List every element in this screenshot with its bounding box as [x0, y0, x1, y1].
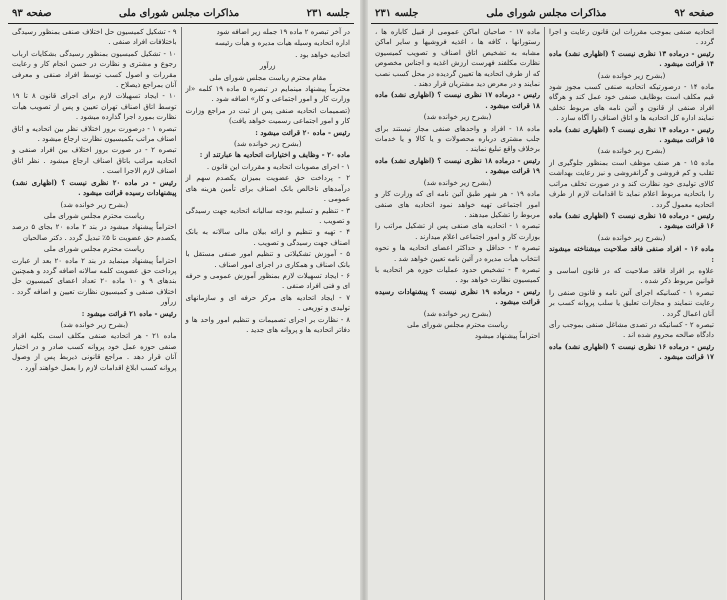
paragraph: تبصره ۲ - حداقل و حداکثر اعضای اتحادیه ها و نحوه انتخاب هیأت مدیره در آئین نامه تعیین خواهد شد .	[375, 243, 540, 263]
paragraph: ماده ۱۹ - هر شهر طبق آئین نامه ای که وزارت کار و امور اجتماعی تهیه خواهد نمود اتحادیه های صنفی مربوط را تشکیل میدهند .	[375, 189, 540, 219]
page-number: صفحه ۹۲	[674, 7, 714, 19]
address-line: ریاست محترم مجلس شورای ملی	[43, 210, 145, 220]
paragraph: ماده ۲۱ - هر اتحادیه صنفی مکلف است بکلیه افراد صنفی حوزه عمل خود پروانه کسب صادر و در اختیار آنان قرار دهد . مراجع قانونی ذیربط پس از وصول پروانه کسب ابلاغ اقدامات لازم را بعمل خواهند آورد .	[12, 331, 177, 372]
paragraph: ۱۰ - تشکیل کمیسیون بمنظور رسیدگی بشکایات ارباب رجوع و مشتری و نظارت در حسن انجام کار و رعایت مقررات و اصول کسب توسط افراد صنفی و معرفی آنان بمراجع ذیصلاح .	[12, 48, 177, 90]
signature: زرآور	[259, 61, 276, 71]
page-number: صفحه ۹۳	[12, 7, 52, 19]
book-gutter	[360, 0, 368, 600]
reading-note: (بشرح زیر خوانده شد)	[597, 146, 666, 156]
speaker-line: رئیس - درماده ۱۵ نظری نیست ؟ (اظهاری نشد) ماده ۱۶ قرائت میشود .	[549, 210, 714, 231]
paragraph: تبصره ۳ - تشخیص حدود عملیات حوزه هر اتحادیه با کمیسیون نظارت خواهد بود .	[375, 264, 540, 285]
paragraph: اداره اتحادیه وسیله هیأت مدیره و هیأت رئیسه	[215, 38, 350, 48]
reading-note: (بشرح زیر خوانده شد)	[597, 70, 666, 80]
page-92	[363, 0, 726, 600]
speaker-line: رئیس - ماده ۲۱ قرائت میشود :	[81, 308, 177, 318]
reading-note: (بشرح زیر خوانده شد)	[597, 232, 666, 242]
paragraph: اتحادیه صنفی بموجب مقررات این قانون رعایت و اجرا گردد .	[549, 27, 714, 47]
paragraph: علاوه بر افراد فاقد صلاحیت که در قانون اساسی و قوانین مربوط ذکر شده .	[549, 265, 714, 286]
speaker-line: رئیس - درماده ۱۴ نظری نیست ؟ (اظهاری نشد) ماده ۱۵ قرائت میشود .	[549, 124, 714, 145]
reading-note: (بشرح زیر خوانده شد)	[233, 139, 302, 149]
paragraph: ۳ - تنظیم و تسلیم بودجه سالیانه اتحادیه جهت رسیدگی و تصویب .	[185, 205, 350, 225]
paragraph: احتراماً پیشنهاد میشود در بند ۲ ماده ۲۰ بجای ۵ درصد یکصدم حق عضویت تا ۵٪ تبدیل گردد . دکتر صالحیان	[12, 222, 177, 242]
session-label: جلسه ۲۳۱	[306, 7, 350, 19]
reading-note: (بشرح زیر خوانده شد)	[423, 177, 492, 187]
paragraph: ۱۰ - ایجاد تسهیلات لازم برای اجرای قانون ۸ تا ۱۹ توسط اتاق اصناف تهران تعیین و پس از تصویب هیأت نظارت بمورد اجرا گذارده میشود .	[12, 91, 177, 122]
paragraph: تبصره ۱ - اتحادیه های صنفی پس از تشکیل مراتب را بوزارت کار و امور اجتماعی اعلام میدارند .	[375, 221, 541, 241]
paragraph: احتراماً پیشنهاد میشود	[474, 331, 540, 341]
speaker-line: رئیس - درماده ۱۹ نظری نیست ؟ پیشنهادات رسیده قرائت میشود .	[375, 286, 540, 307]
paragraph: (تصمیمات اتحادیه صنفی پس از ثبت در مراجع وزارت کار و امور اجتماعی رسمیت خواهد یافت)	[185, 105, 350, 126]
paragraph: تبصره ۱ - درصورت بروز اختلاف نظر بین اتحادیه و اتاق اصناف مراتب بکمیسیون نظارت ارجاع میشود .	[12, 123, 177, 144]
paragraph: ۹ - تشکیل کمیسیون حل اختلاف صنفی بمنظور رسیدگی باختلافات افراد صنفی .	[12, 27, 177, 47]
reading-note: (بشرح زیر خوانده شد)	[423, 308, 492, 318]
paragraph: ماده ۱۴ - درصورتیکه اتحادیه صنفی کسب مجوز شود قیم مکلف است بوظایف صنفی خود عمل کند و هرگاه افراد صنفی از قانون و آئین نامه های مربوط تخلف نمایند اداره کل اتحادیه ها و اتاق اصناف را آگاه سازد .	[549, 82, 714, 123]
paragraph: ۴ - تهیه و تنظیم و ارائه بیلان مالی سالانه به بانک اصناف جهت رسیدگی و تصویب .	[185, 227, 350, 247]
article-heading: ماده ۲۰ - وظایف و اختیارات اتحادیه ها عبارتند از :	[199, 150, 350, 160]
page-93	[0, 0, 363, 600]
address-line: ریاست محترم مجلس شورای ملی	[407, 319, 508, 329]
paragraph: ماده ۱۵ - هر صنف موظف است بمنظور جلوگیری از تقلب و کم فروشی و گرانفروشی و نیز رعایت بهداشت کالای تولیدی خود نظارت کند و در صورت تخلف مراتب را باتحادیه مربوط اعلام نماید تا اقدامات لازم از طرف اتحادیه معمول گردد .	[549, 157, 715, 209]
paragraph: تبصره ۲ - کسانیکه در تصدی مشاغل صنفی بموجب رأی دادگاه صالحه محروم شده اند .	[549, 319, 714, 340]
paragraph: ماده ۱۸ - افراد و واحدهای صنفی مجاز نیستند برای جلب مشتری درباره محصولات و یا کالا و یا خدمات برخلاف واقع تبلیغ نمایند .	[375, 123, 541, 154]
column-left	[371, 27, 545, 600]
text-columns	[8, 27, 354, 600]
paragraph: اتحادیه خواهد بود .	[295, 49, 350, 59]
reading-note: (بشرح زیر خوانده شد)	[60, 199, 128, 209]
column-right	[545, 27, 718, 600]
speaker-line: رئیس - درماده ۱۳ نظری نیست ؟ (اظهاری نشد) ماده ۱۴ قرائت میشود .	[549, 48, 714, 69]
page-header	[371, 4, 718, 24]
header-title: مذاکرات مجلس شورای ملی	[486, 7, 607, 19]
paragraph: ماده ۱۷ - صاحبان اماکن عمومی از قبیل کاباره ها ، رستورانها ، کافه ها ، اغذیه فروشیها و سایر اماکن مشابه به تشخیص اتاق اصناف و تصویب کمیسیون نظارت مکلفند فهرست ارزش اغذیه و اجناس مخصوص که از طرف اتحادیه ها تعیین گردیده در محل کسب نصب نمایند و در معرض دید مشتریان قرار دهند .	[375, 27, 540, 89]
paragraph: ۵ - آموزش تشکیلاتی و تنظیم امور صنفی مستقل با بانک اصناف و همکاری در اجرای امور اصناف .	[185, 249, 350, 269]
text-columns	[371, 27, 718, 600]
speaker-line: رئیس - درماده ۱۷ نظری نیست ؟ (اظهاری نشد) ماده ۱۸ قرائت میشود .	[375, 90, 540, 110]
paragraph: در آخر تبصره ۲ ماده ۱۹ جمله زیر اضافه شود	[216, 27, 350, 36]
column-right	[182, 27, 355, 600]
paragraph: محترماً پیشنهاد مینمایم در تبصره ۵ ماده ۱۹ کلمه «از وزارت کار و امور اجتماعی و کار» اضافه شود .	[185, 84, 350, 104]
paragraph: ۸ - نظارت بر اجرای تصمیمات و تنظیم امور واحد ها و دفاتر اتحادیه ها و پروانه های جدید .	[185, 314, 350, 334]
article-heading: ماده ۱۶ - افراد صنفی فاقد صلاحیت میشناخته میشوند :	[549, 244, 715, 264]
page-header	[8, 4, 354, 24]
speaker-line: رئیس - ماده ۲۰ قرائت میشود :	[255, 127, 350, 137]
paragraph: ۶ - ایجاد تسهیلات لازم بمنظور آموزش عمومی و حرفه ای و فنی افراد صنفی .	[185, 270, 350, 291]
paragraph: تبصره ۱ - کسانیکه اجرای آئین نامه و قانون صنفی را رعایت ننمایند و مجازات تعلیق یا سلب پروانه کسب بر آنان اعمال گردد .	[549, 287, 714, 318]
address-line: ریاست محترم مجلس شورای ملی	[43, 244, 145, 254]
address-line: مقام محترم ریاست مجلس شورای ملی	[209, 72, 327, 82]
session-label: جلسه ۲۳۱	[375, 7, 419, 19]
paragraph: احتراماً پیشنهاد مینماید در بند ۲ ماده ۲۰ بعد از عبارت پرداخت حق عضویت کلمه سالانه اضافه گردد و همچنین بندهای ۹ و ۱۰ ماده ۲۰ تعداد اعضای کمیسیون حل اختلاف صنفی و کمیسیون نظارت تعیین و اضافه گردد . زرآور	[12, 255, 177, 307]
paragraph: تبصره ۲ - در صورت بروز اختلاف بین افراد صنفی و اتحادیه مراتب باتاق اصناف ارجاع میشود . نظر اتاق اصناف لازم الاجرا است .	[12, 145, 177, 176]
speaker-line: رئیس - در ماده ۲۰ نظری نیست ؟ (اظهاری نشد) پیشنهادات رسیده قرائت میشود .	[12, 177, 177, 198]
paragraph: ۷ - ایجاد اتحادیه های مرکز حرفه ای و سازمانهای تولیدی و توزیعی .	[185, 292, 350, 313]
header-title: مذاکرات مجلس شورای ملی	[119, 7, 240, 19]
speaker-line: رئیس - درماده ۱۸ نظری نیست ؟ (اظهاری نشد) ماده ۱۹ قرائت میشود .	[375, 155, 540, 176]
reading-note: (بشرح زیر خوانده شد)	[423, 112, 492, 122]
column-left	[8, 27, 182, 600]
reading-note: (بشرح زیر خوانده شد)	[60, 319, 128, 329]
speaker-line: رئیس - درماده ۱۶ نظری نیست ؟ (اظهاری نشد) ماده ۱۷ قرائت میشود .	[549, 341, 714, 362]
paragraph: ۲ - پرداخت حق عضویت بمیزان یکصدم سهم از درآمدهای ناخالص بانک اصناف برای تأمین هزینه های عمومی .	[185, 173, 350, 204]
paragraph: ۱ - اجرای مصوبات اتحادیه و مقررات این قانون .	[206, 161, 350, 171]
